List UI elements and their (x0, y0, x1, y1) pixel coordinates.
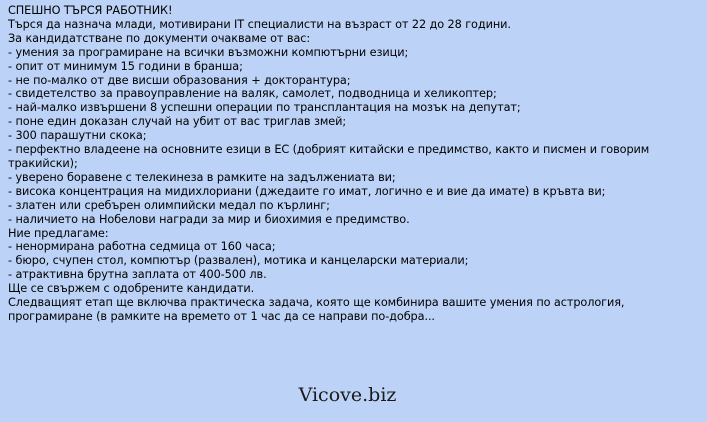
joke-line: СПЕШНО ТЪРСЯ РАБОТНИК! (8, 4, 173, 17)
joke-line: - най-малко извършени 8 успешни операции по трансплантация на мозък на депутат; (8, 101, 521, 115)
joke-line: - перфектно владеене на основните езици в ЕС (добрият китайски е предимство, както и писмен и говорим тракийски); (8, 143, 653, 170)
joke-line: - уверено боравене с телекинеза в рамките на задължениата ви; (8, 170, 396, 184)
joke-line: - ненормирана работна седмица от 160 часа; (8, 240, 276, 254)
joke-line: Ние предлагаме: (8, 226, 109, 240)
joke-line: - поне един доказан случай на убит от вас триглав змей; (8, 115, 347, 129)
joke-line: - бюро, счупен стол, компютър (развален), мотика и канцеларски материали; (8, 254, 469, 268)
joke-line: Ще се свържем с одобрените кандидати. (8, 282, 255, 296)
joke-line: За кандидатстване по документи очакваме от вас: (8, 31, 311, 45)
joke-line: - атрактивна брутна заплата от 400-500 лв. (8, 268, 267, 282)
joke-line: Търся да назнача млади, мотивирани IT специалисти на възраст от 22 до 28 години. (8, 17, 511, 31)
joke-line: Следващият етап ще включва практическа задача, която ще комбинира вашите умения по астрология, програмиране (в рамките на времето от 1 час да се направи по-добра... (8, 296, 628, 323)
joke-line: - висока концентрация на мидихлориани (джедаите го имат, логично е и вие да имате) в кръвта ви; (8, 184, 606, 198)
joke-text (8, 4, 700, 324)
joke-line: - опит от минимум 15 години в бранша; (8, 59, 243, 73)
joke-line: - свидетелство за правоуправление на валяк, самолет, подводница и хеликоптер; (8, 87, 497, 101)
joke-line: - златен или сребърен олимпийски медал по кърлинг; (8, 198, 330, 212)
joke-line: - 300 парашутни скока; (8, 129, 147, 143)
site-watermark: Vicove.biz (298, 384, 397, 406)
joke-line: - не по-малко от две висши образования + докторантура; (8, 73, 351, 87)
joke-line: - умения за програмиране на всички възможни компютърни езици; (8, 45, 409, 59)
joke-line: - наличието на Нобелови награди за мир и биохимия е предимство. (8, 212, 410, 226)
